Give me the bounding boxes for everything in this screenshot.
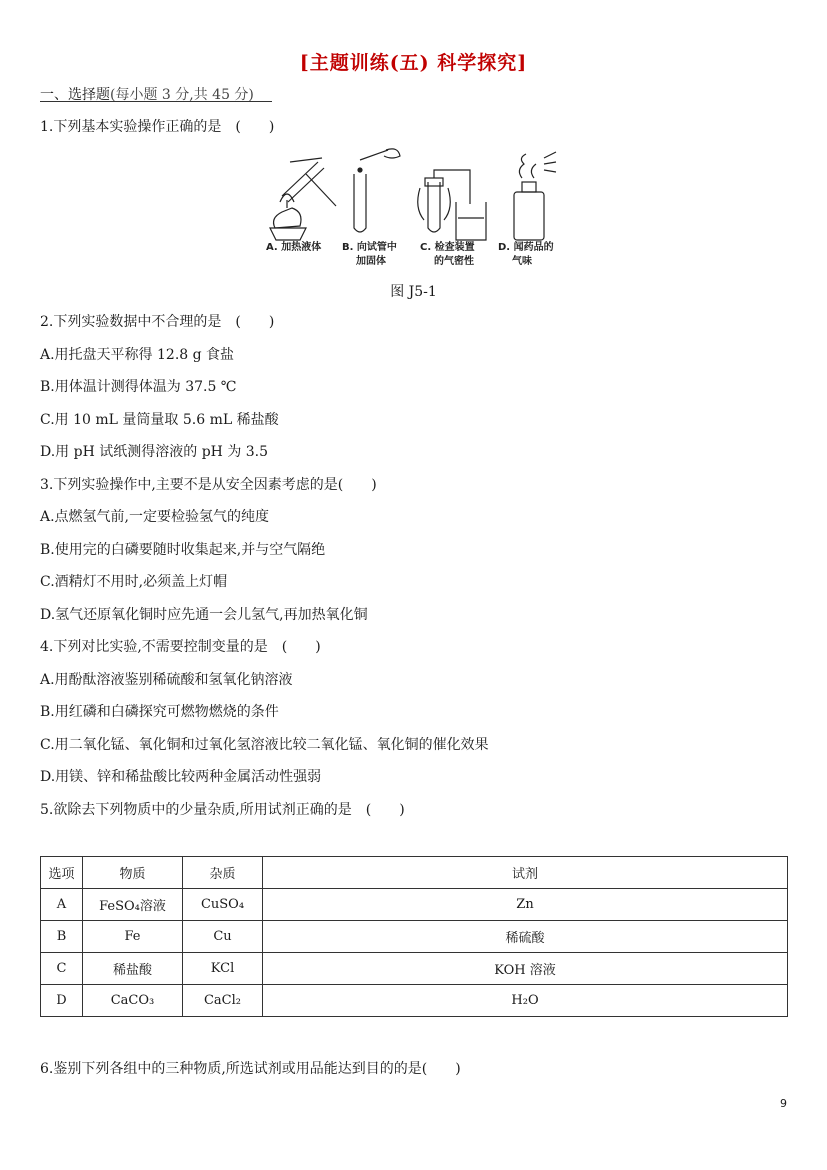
table-header-row	[41, 857, 788, 889]
table-cell: Cu	[183, 921, 263, 953]
table-header-cell: 试剂	[263, 857, 788, 889]
page-title: [主题训练(五) 科学探究]	[299, 52, 528, 74]
table-header-cell: 选项	[41, 857, 83, 889]
question-2-option-a: A.用托盘天平称得 12.8 g 食盐	[40, 347, 235, 363]
table-row	[41, 953, 788, 985]
table-cell: A	[41, 889, 83, 921]
table-cell: KCl	[183, 953, 263, 985]
experiment-figure	[260, 148, 570, 270]
table-cell: 稀盐酸	[83, 953, 183, 985]
question-2-option-b: B.用体温计测得体温为 37.5 ℃	[40, 379, 237, 395]
figure-label-c-2: 的气密性	[434, 256, 474, 267]
figure-label-a-1: A. 加热液体	[266, 242, 322, 253]
page-number: 9	[780, 1097, 787, 1110]
table-cell: Fe	[83, 921, 183, 953]
table-cell: B	[41, 921, 83, 953]
table-cell: Zn	[263, 889, 788, 921]
figure-label-b-2: 加固体	[356, 256, 386, 267]
question-2-stem: 2.下列实验数据中不合理的是 ( )	[40, 314, 275, 330]
figure-d-smelling-chemical	[514, 152, 556, 240]
question-4-option-b: B.用红磷和白磷探究可燃物燃烧的条件	[40, 704, 279, 720]
figure-b-adding-solid	[354, 149, 400, 232]
question-3-option-d: D.氢气还原氧化铜时应先通一会儿氢气,再加热氧化铜	[40, 607, 368, 623]
question-4-option-d: D.用镁、锌和稀盐酸比较两种金属活动性强弱	[40, 769, 322, 785]
figure-label-d-2: 气味	[512, 256, 532, 267]
figure-label-b-1: B. 向试管中	[342, 242, 397, 253]
question-5-stem: 5.欲除去下列物质中的少量杂质,所用试剂正确的是 ( )	[40, 802, 405, 818]
question-2-option-d: D.用 pH 试纸测得溶液的 pH 为 3.5	[40, 444, 269, 460]
question-1-stem: 1.下列基本实验操作正确的是 ( )	[40, 119, 275, 135]
table-header-cell: 杂质	[183, 857, 263, 889]
question-3-option-b: B.使用完的白磷要随时收集起来,并与空气隔绝	[40, 542, 326, 558]
section-underline	[40, 101, 272, 102]
question-6-stem: 6.鉴别下列各组中的三种物质,所选试剂或用品能达到目的的是( )	[40, 1061, 461, 1077]
figure-caption: 图 J5-1	[390, 284, 437, 300]
question-5-table	[40, 856, 788, 1017]
figure-a-heating-liquid	[270, 158, 336, 240]
section-score-note: (每小题 3 分,共 45 分)	[110, 87, 254, 103]
question-3-option-a: A.点燃氢气前,一定要检验氢气的纯度	[40, 509, 270, 525]
table-cell: C	[41, 953, 83, 985]
table-row	[41, 921, 788, 953]
table-cell: CaCl₂	[183, 985, 263, 1017]
table-cell: CaCO₃	[83, 985, 183, 1017]
table-cell: KOH 溶液	[263, 953, 788, 985]
question-2-option-c: C.用 10 mL 量筒量取 5.6 mL 稀盐酸	[40, 412, 279, 428]
table-cell: FeSO₄溶液	[83, 889, 183, 921]
figure-label-c-1: C. 检查装置	[420, 242, 475, 253]
section-label: 一、选择题	[40, 87, 110, 103]
table-cell: D	[41, 985, 83, 1017]
table-header-cell: 物质	[83, 857, 183, 889]
table-cell: H₂O	[263, 985, 788, 1017]
table-row	[41, 889, 788, 921]
question-4-option-c: C.用二氧化锰、氧化铜和过氧化氢溶液比较二氧化锰、氧化铜的催化效果	[40, 737, 489, 753]
question-3-option-c: C.酒精灯不用时,必须盖上灯帽	[40, 574, 228, 590]
figure-c-checking-airtightness	[418, 170, 486, 240]
figure-label-d-1: D. 闻药品的	[498, 242, 554, 253]
question-4-option-a: A.用酚酞溶液鉴别稀硫酸和氢氧化钠溶液	[40, 672, 293, 688]
question-3-stem: 3.下列实验操作中,主要不是从安全因素考虑的是( )	[40, 477, 377, 493]
question-4-stem: 4.下列对比实验,不需要控制变量的是 ( )	[40, 639, 321, 655]
table-cell: 稀硫酸	[263, 921, 788, 953]
table-row	[41, 985, 788, 1017]
table-cell: CuSO₄	[183, 889, 263, 921]
